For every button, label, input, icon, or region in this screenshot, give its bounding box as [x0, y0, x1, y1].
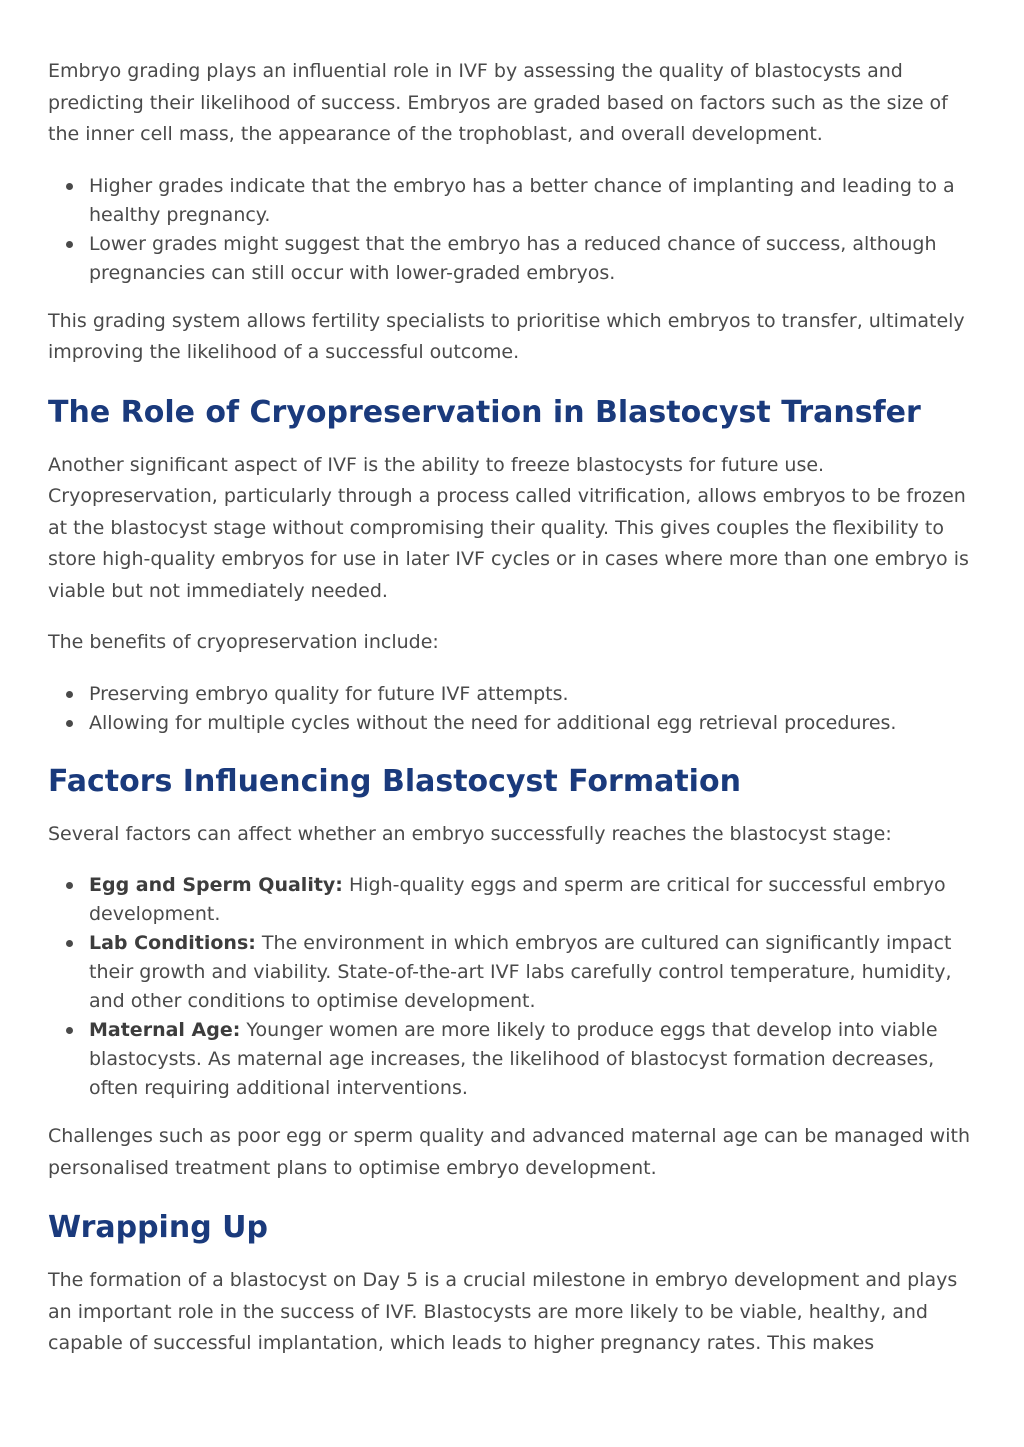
benefits-list: [48, 680, 976, 738]
list-item: [48, 1016, 976, 1103]
list-item-text: Younger women are more likely to produce eggs that develop into viable blastocysts. As maternal age increases, the likelihood of blastocyst formation decreases, often requiring additional interventions.: [89, 1019, 938, 1099]
factors-list: [48, 871, 976, 1103]
list-item-label: Lab Conditions:: [89, 932, 256, 954]
list-item: [48, 230, 976, 288]
bullet-icon: [66, 940, 73, 947]
list-item: [48, 929, 976, 1016]
list-item-text: High-quality eggs and sperm are critical for successful embryo development.: [89, 874, 946, 925]
factors-heading: Factors Influencing Blastocyst Formation: [48, 763, 741, 799]
grading-paragraph: Embryo grading plays an influential role in IVF by assessing the quality of blastocysts and predicting their likelihood of success. Embryos are graded based on factors such as the size of the inner cell mass, the appearance of the trophoblast, and overall development.: [48, 60, 948, 145]
list-item-text: Allowing for multiple cycles without the need for additional egg retrieval procedures.: [89, 711, 897, 734]
list-item-text: Preserving embryo quality for future IVF attempts.: [89, 682, 569, 705]
list-item-text: Higher grades indicate that the embryo has a better chance of implanting and leading to a healthy pregnancy.: [89, 174, 955, 226]
list-item-label: Maternal Age:: [89, 1019, 241, 1041]
wrapping-up-paragraph: The formation of a blastocyst on Day 5 is a crucial milestone in embryo development and plays an important role in the success of IVF. Blastocysts are more likely to be viable, healthy, and capable of successful implantation, which leads to higher pregnancy rates. This makes: [48, 1269, 958, 1354]
factors-intro: Several factors can affect whether an embryo successfully reaches the blastocyst stage:: [48, 822, 892, 845]
list-item: [48, 680, 976, 709]
bullet-icon: [66, 691, 73, 698]
bullet-icon: [66, 241, 73, 248]
list-item-label: Egg and Sperm Quality:: [89, 874, 343, 896]
wrapping-up-heading: Wrapping Up: [48, 1210, 268, 1245]
list-item: [48, 871, 976, 929]
list-item-text: The environment in which embryos are cultured can significantly impact their growth and viability. State-of-the-art IVF labs carefully control temperature, humidity, and other conditions to optimise development.: [89, 932, 952, 1012]
list-item-text: Lower grades might suggest that the embryo has a reduced chance of success, although pregnancies can still occur with lower-graded embryos.: [89, 232, 937, 284]
bullet-icon: [66, 1027, 73, 1034]
bullet-icon: [66, 183, 73, 190]
benefits-intro: The benefits of cryopreservation include:: [48, 631, 439, 653]
cryopreservation-paragraph: Another significant aspect of IVF is the ability to freeze blastocysts for future use. Cryopreservation, particularly through a process called vitrification, allows embryos to be frozen at the blastocyst stage without compromising their quality. This gives couples the flexibility to store high-quality embryos for use in later IVF cycles or in cases where more than one embryo is viable but not immediately needed.: [48, 453, 969, 602]
factors-closing-paragraph: Challenges such as poor egg or sperm quality and advanced maternal age can be managed with personalised treatment plans to optimise embryo development.: [48, 1125, 970, 1179]
bullet-icon: [66, 720, 73, 727]
bullet-icon: [66, 882, 73, 889]
grading-list: [48, 172, 976, 288]
list-item: [48, 172, 976, 230]
cryopreservation-heading: The Role of Cryopreservation in Blastocyst Transfer: [48, 394, 921, 430]
list-item: [48, 709, 976, 738]
grading-closing-paragraph: This grading system allows fertility specialists to prioritise which embryos to transfer, ultimately improving the likelihood of a successful outcome.: [48, 309, 965, 363]
